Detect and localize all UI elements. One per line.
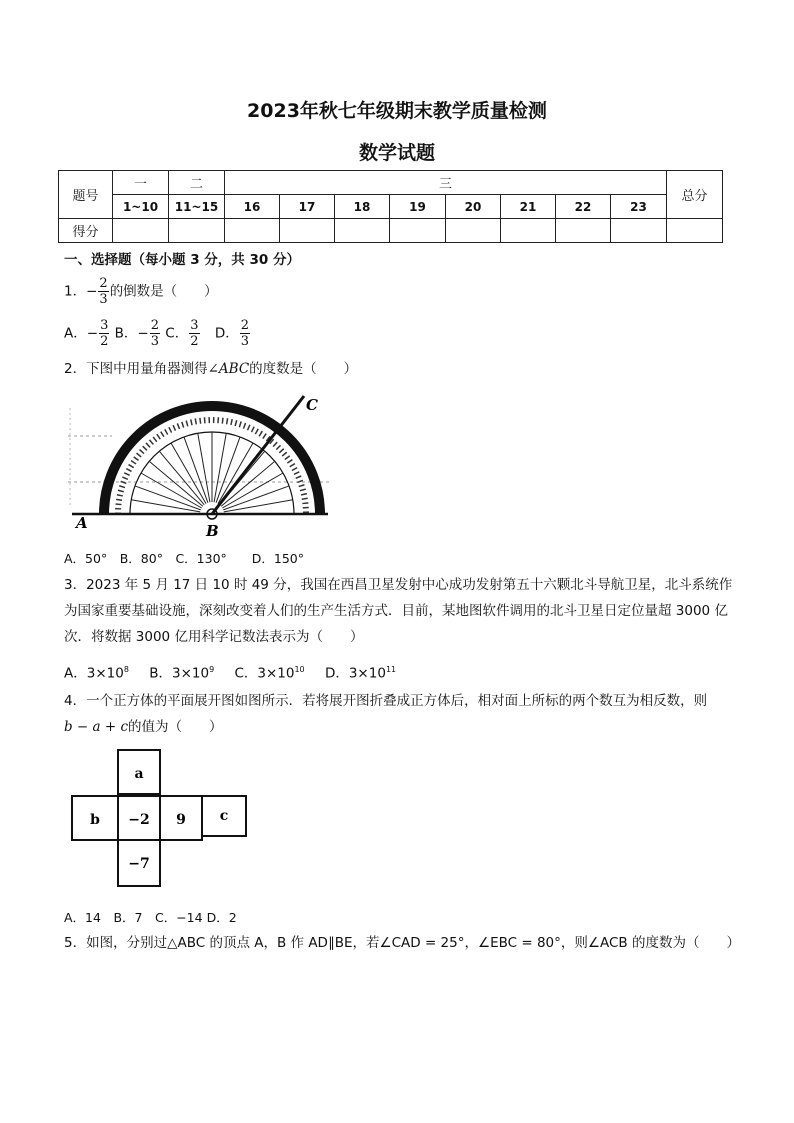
section-two: 二 (169, 171, 225, 195)
score-cell[interactable] (335, 219, 390, 243)
range-20: 20 (446, 195, 501, 219)
cell-9: 9 (176, 812, 186, 828)
q4-expression: b − a + c (64, 719, 129, 735)
q1-number: 1． (64, 283, 87, 300)
q3-options (64, 660, 396, 684)
q1-minus: − (86, 283, 98, 300)
range-16: 16 (225, 195, 280, 219)
q1-stem (64, 276, 218, 307)
score-cell[interactable] (556, 219, 611, 243)
q5-stem: 5．如图，分别过△ABC 的顶点 A，B 作 AD∥BE，若∠CAD = 25°，∠EBC = 80°，则∠ACB 的度数为（ ） (64, 935, 740, 951)
q1-option-c[interactable]: C． $\frac{3}{2}$ (165, 318, 199, 349)
q3-option-b[interactable]: B．$3\times 10^9$ (149, 665, 215, 682)
cell-b: b (90, 812, 100, 828)
score-cell[interactable] (446, 219, 501, 243)
score-cell[interactable] (667, 219, 723, 243)
section-three: 三 (225, 171, 667, 195)
score-cell[interactable] (280, 219, 335, 243)
total-label: 总分 (667, 171, 723, 219)
cell-c: c (219, 808, 229, 824)
range-1-10: 1~10 (113, 195, 169, 219)
exam-title: 2023年秋七年级期末教学质量检测 (247, 100, 547, 122)
q2-angle: ∠ABC (207, 361, 250, 377)
cell-a: a (134, 766, 144, 782)
range-11-15: 11~15 (169, 195, 225, 219)
score-table (58, 170, 723, 243)
cell-minus-2: −2 (128, 812, 150, 828)
protractor-figure (64, 388, 336, 540)
label-c: C (306, 396, 318, 414)
score-cell[interactable] (169, 219, 225, 243)
q1-fraction (98, 276, 108, 307)
score-table-col-label: 题号 (59, 171, 113, 219)
range-23: 23 (611, 195, 667, 219)
q1-options (64, 318, 251, 349)
q3-option-c[interactable]: C．$3\times 10^{10}$ (234, 665, 305, 682)
score-cell[interactable] (501, 219, 556, 243)
q1-option-a[interactable]: A．− $\frac{3}{2}$ (64, 318, 109, 349)
score-cell[interactable] (113, 219, 169, 243)
q1-option-d[interactable]: D． $\frac{2}{3}$ (214, 318, 249, 349)
range-17: 17 (280, 195, 335, 219)
range-22: 22 (556, 195, 611, 219)
q3-option-d[interactable]: D．$3\times 10^{11}$ (324, 665, 397, 682)
cell-minus-7: −7 (128, 856, 150, 872)
q4-stem: 4．一个正方体的平面展开图如图所示．若将展开图折叠成正方体后，相对面上所标的两个数互为相反数，则 b − a + c的值为（ ） (64, 693, 708, 735)
range-18: 18 (335, 195, 390, 219)
section1-heading: 一、选择题（每小题 3 分，共 30 分） (64, 252, 300, 268)
score-row-label: 得分 (59, 219, 113, 243)
label-a: A (76, 514, 88, 532)
q1-option-b[interactable]: B．− $\frac{2}{3}$ (114, 318, 159, 349)
q3-option-a[interactable]: A．$3\times 10^8$ (64, 665, 129, 682)
section-one: 一 (113, 171, 169, 195)
q2-options: A．50° B．80° C．130° D．150° (64, 551, 305, 566)
score-cell[interactable] (225, 219, 280, 243)
q1-text: 的倒数是（ ） (109, 283, 218, 300)
exam-subtitle: 数学试题 (358, 142, 435, 164)
cube-net-figure (64, 748, 254, 890)
q3-stem: 3．2023 年 5 月 17 日 10 时 49 分，我国在西昌卫星发射中心成功发射第五十六颗北斗导航卫星，北斗系统作为国家重要基础设施，深刻改变着人们的生产生活方式．目前，某地图软件调用的北斗卫星日定位量超 3000 亿次．将数据 3000 亿用科学记数法表示为（ ） (64, 577, 733, 645)
label-b: B (206, 522, 219, 540)
q1-frac-den: 3 (99, 292, 108, 307)
q2-stem: 2．下图中用量角器测得∠ABC的度数是（ ） (64, 361, 358, 377)
score-cell[interactable] (611, 219, 667, 243)
score-cell[interactable] (390, 219, 446, 243)
q4-options: A．14 B．7 C．−14 D．2 (64, 910, 237, 925)
range-19: 19 (390, 195, 446, 219)
q1-frac-num: 2 (99, 276, 108, 291)
range-21: 21 (501, 195, 556, 219)
